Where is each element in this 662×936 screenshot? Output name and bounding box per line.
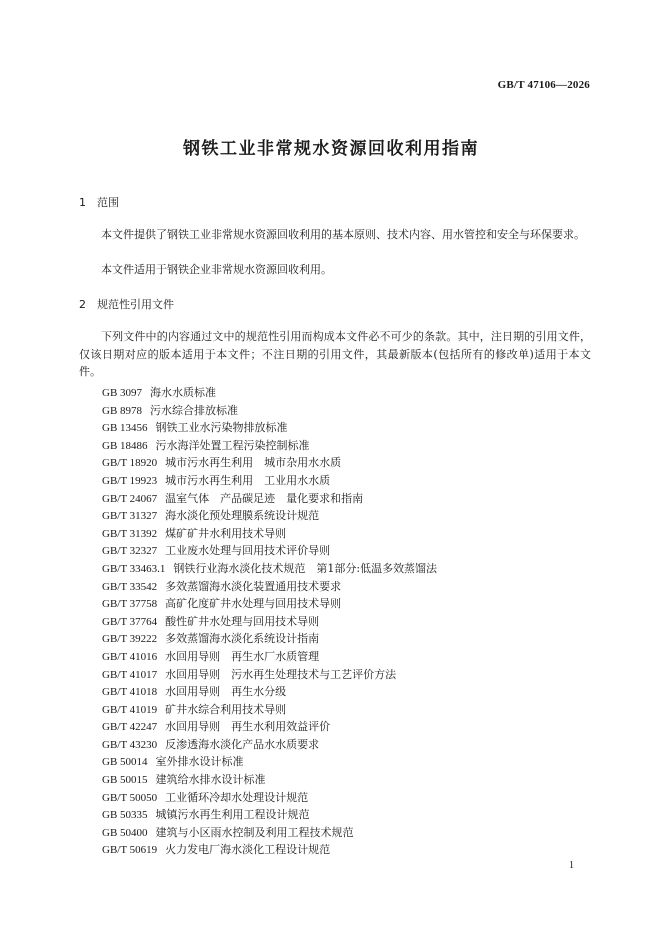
reference-code: GB 50015 [102, 774, 148, 787]
reference-title: 建筑给水排水设计标准 [155, 773, 266, 787]
reference-title: 室外排水设计标准 [155, 755, 244, 769]
reference-item [102, 771, 437, 789]
reference-item [102, 683, 437, 701]
reference-title: 城市污水再生利用 城市杂用水水质 [165, 456, 342, 470]
reference-item [102, 718, 437, 736]
reference-item [102, 419, 437, 437]
section-title: 范围 [97, 196, 119, 209]
reference-code: GB/T 41016 [102, 650, 158, 663]
reference-title: 水回用导则 污水再生处理技术与工艺评价方法 [165, 667, 397, 681]
reference-item [102, 613, 437, 631]
reference-title: 污水综合排放标准 [150, 403, 239, 417]
section-heading-normative-references [79, 296, 174, 312]
reference-item [102, 648, 437, 666]
reference-title: 海水水质标准 [150, 386, 217, 399]
reference-title: 多效蒸馏海水淡化系统设计指南 [165, 632, 320, 646]
reference-item [102, 578, 437, 596]
reference-code: GB/T 19923 [102, 474, 158, 487]
reference-item [102, 736, 437, 754]
reference-title: 水回用导则 再生水分级 [165, 685, 287, 699]
reference-title: 火力发电厂海水淡化工程设计规范 [165, 843, 331, 857]
reference-item [102, 630, 437, 648]
reference-title: 海水淡化预处理膜系统设计规范 [165, 509, 320, 523]
reference-code: GB/T 37764 [102, 615, 158, 628]
section-title: 规范性引用文件 [97, 298, 174, 311]
reference-code: GB/T 41017 [102, 668, 158, 681]
reference-item [102, 525, 437, 543]
reference-code: GB/T 37758 [102, 598, 158, 611]
standard-code: GB/T 47106—2026 [497, 79, 590, 91]
page-number: 1 [569, 860, 574, 871]
reference-title: 城市污水再生利用 工业用水水质 [165, 473, 331, 487]
reference-item [102, 841, 437, 859]
reference-code: GB/T 24067 [102, 492, 158, 505]
reference-title: 建筑与小区雨水控制及利用工程技术规范 [155, 825, 354, 839]
reference-title: 多效蒸馏海水淡化装置通用技术要求 [165, 579, 342, 593]
reference-title: 酸性矿井水处理与回用技术导则 [165, 614, 320, 628]
reference-item [102, 824, 437, 842]
reference-item [102, 595, 437, 613]
reference-item [102, 753, 437, 771]
section-number: 1 [79, 196, 86, 209]
scope-paragraph-1: 本文件提供了钢铁工业非常规水资源回收利用的基本原则、技术内容、用水管控和安全与环保要求。 [101, 228, 585, 241]
reference-code: GB 50335 [102, 809, 148, 822]
reference-item [102, 666, 437, 684]
reference-item [102, 507, 437, 525]
reference-code: GB/T 41018 [102, 686, 158, 699]
reference-item [102, 402, 437, 420]
reference-title: 水回用导则 再生水厂水质管理 [165, 649, 320, 663]
reference-title: 城镇污水再生利用工程设计规范 [155, 808, 310, 822]
reference-code: GB/T 18920 [102, 457, 158, 470]
reference-title: 高矿化度矿井水处理与回用技术导则 [165, 597, 342, 611]
reference-item [102, 789, 437, 807]
reference-title: 钢铁行业海水淡化技术规范 第1部分:低温多效蒸馏法 [173, 561, 438, 575]
scope-paragraph-2: 本文件适用于钢铁企业非常规水资源回收利用。 [101, 263, 332, 276]
reference-title: 矿井水综合利用技术导则 [165, 702, 287, 716]
reference-title: 水回用导则 再生水利用效益评价 [165, 720, 331, 734]
reference-title: 反渗透海水淡化产品水水质要求 [165, 737, 320, 751]
reference-code: GB/T 42247 [102, 721, 158, 734]
reference-item [102, 437, 437, 455]
reference-title: 工业废水处理与回用技术评价导则 [165, 544, 331, 558]
reference-code: GB 18486 [102, 439, 148, 452]
reference-item [102, 542, 437, 560]
reference-item [102, 806, 437, 824]
reference-code: GB 3097 [102, 387, 143, 399]
reference-item [102, 454, 437, 472]
reference-code: GB/T 31392 [102, 527, 158, 540]
reference-item [102, 560, 437, 578]
reference-title: 钢铁工业水污染物排放标准 [155, 421, 288, 435]
reference-title: 煤矿矿井水利用技术导则 [165, 526, 287, 540]
reference-item [102, 384, 437, 402]
reference-code: GB/T 41019 [102, 703, 158, 716]
reference-code: GB 8978 [102, 404, 143, 417]
reference-code: GB/T 33542 [102, 580, 158, 593]
reference-code: GB 50400 [102, 826, 148, 839]
reference-code: GB/T 50050 [102, 791, 158, 804]
reference-code: GB 50014 [102, 756, 148, 769]
section-number: 2 [79, 298, 86, 311]
references-intro-paragraph: 下列文件中的内容通过文中的规范性引用而构成本文件必不可少的条款。其中，注日期的引用文件，仅该日期对应的版本适用于本文件；不注日期的引用文件，其最新版本(包括所有的修改单)适用于本文件。 [79, 330, 591, 378]
reference-code: GB/T 31327 [102, 510, 158, 523]
reference-code: GB/T 32327 [102, 545, 158, 558]
section-heading-scope [79, 194, 119, 210]
reference-code: GB/T 43230 [102, 738, 158, 751]
reference-item [102, 701, 437, 719]
reference-title: 温室气体 产品碳足迹 量化要求和指南 [165, 491, 364, 505]
reference-code: GB/T 33463.1 [102, 562, 166, 575]
reference-code: GB/T 39222 [102, 633, 158, 646]
reference-list [102, 384, 437, 859]
document-title: 钢铁工业非常规水资源回收利用指南 [183, 139, 479, 159]
reference-item [102, 472, 437, 490]
reference-title: 污水海洋处置工程污染控制标准 [155, 438, 310, 452]
reference-code: GB/T 50619 [102, 844, 158, 857]
reference-item [102, 490, 437, 508]
reference-code: GB 13456 [102, 422, 148, 435]
reference-title: 工业循环冷却水处理设计规范 [165, 790, 309, 804]
